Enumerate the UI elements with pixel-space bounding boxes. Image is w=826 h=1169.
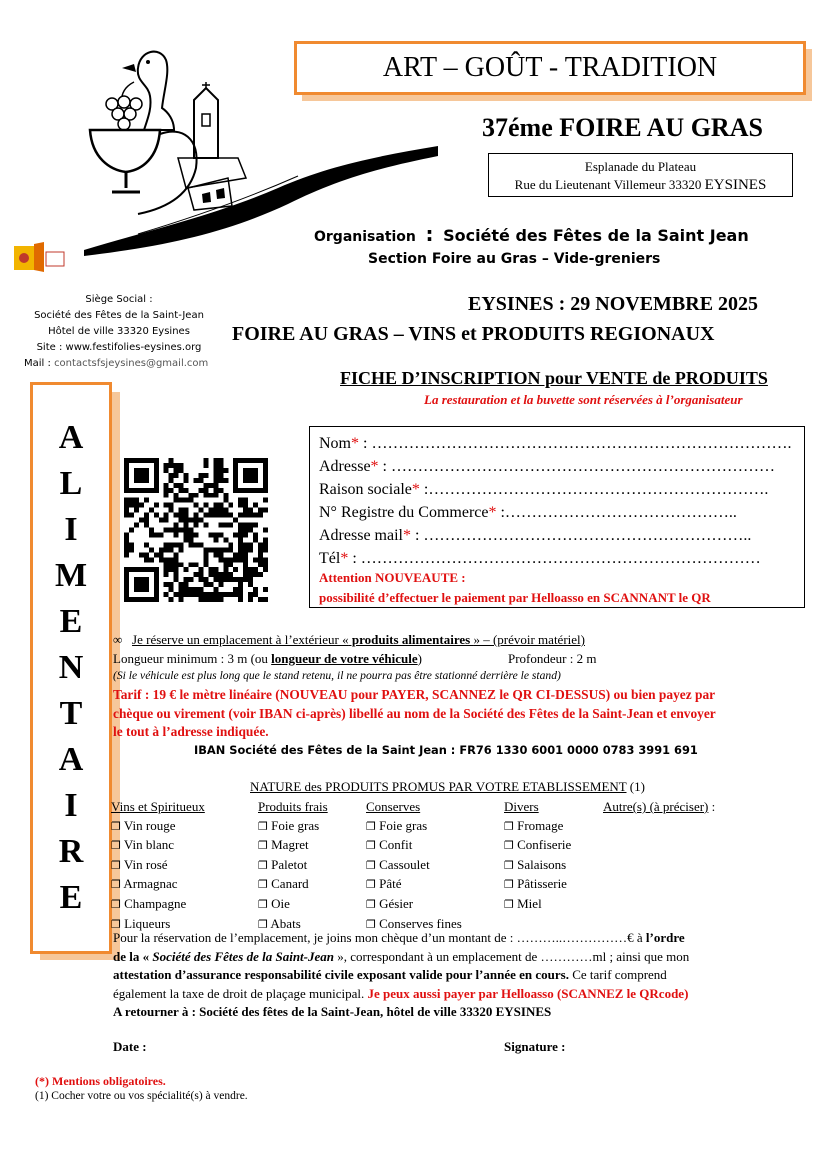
field-label: Adresse mail	[319, 527, 403, 544]
reservation-line2	[113, 949, 689, 965]
product-label: Foie gras	[379, 817, 428, 833]
product-checkbox-item[interactable]	[111, 836, 205, 856]
alimentaire-letter: E	[59, 603, 83, 640]
product-label: Vin rosé	[123, 856, 168, 872]
organisation-line	[314, 222, 749, 246]
checkbox-icon[interactable]: ❐	[111, 839, 121, 853]
field-tel[interactable]	[319, 550, 761, 568]
required-star: *	[340, 550, 349, 567]
category-header-text: Autre(s) (à préciser)	[603, 799, 709, 814]
product-label: Pâté	[379, 876, 402, 892]
product-checkbox-item[interactable]	[111, 856, 205, 876]
field-raison-sociale[interactable]	[319, 481, 768, 499]
category-header-text: Conserves	[366, 799, 421, 814]
date-label[interactable]: Date :	[113, 1039, 147, 1054]
product-label: Pâtisserie	[517, 876, 567, 892]
fiche-title: FICHE D’INSCRIPTION pour VENTE de PRODUITS	[340, 368, 768, 388]
field-label: N° Registre du Commerce	[319, 504, 489, 521]
longueur-post: )	[417, 651, 422, 666]
product-checkbox-item[interactable]	[504, 817, 571, 837]
product-label: Salaisons	[517, 856, 567, 872]
nature-heading: NATURE des PRODUITS PROMUS PAR VOTRE ETABLISSEMENT	[250, 779, 627, 794]
reservation-text: Pour la réservation de l’emplacement, je joins mon chèque d’un montant de : ………..……………€ à	[113, 930, 646, 945]
banner-title	[294, 41, 806, 95]
category-header-text: Divers	[504, 799, 539, 814]
alimentaire-letter: R	[58, 833, 84, 870]
site-label: Site :	[36, 342, 63, 353]
product-label: Armagnac	[123, 876, 178, 892]
reservation-text: également la taxe de droit de plaçage municipal.	[113, 986, 368, 1001]
product-label: Canard	[271, 876, 309, 892]
reservation-ordre: l’ordre	[645, 930, 685, 945]
field-dots: : ………………………………………………………………	[378, 458, 775, 475]
category-header	[111, 798, 205, 817]
field-adresse[interactable]	[319, 458, 775, 476]
reservation-society: Société des Fêtes de la Saint-Jean	[152, 949, 334, 964]
reservation-line1	[113, 930, 685, 946]
product-label: Gésier	[379, 895, 414, 911]
checkbox-icon[interactable]: ❐	[258, 897, 268, 911]
reserve-post: » – (prévoir matériel)	[473, 632, 585, 647]
product-checkbox-item[interactable]	[258, 856, 328, 876]
product-checkbox-item[interactable]	[366, 895, 462, 915]
tarif-line1: Tarif : 19 € le mètre linéaire (NOUVEAU pour PAYER, SCANNEZ le QR CI-DESSUS) ou bien payez par	[113, 687, 716, 702]
iban: IBAN Société des Fêtes de la Saint Jean : FR76 1330 6001 0000 0783 3991 691	[194, 743, 698, 757]
checkbox-icon[interactable]: ❐	[111, 858, 121, 872]
product-label: Confit	[379, 837, 413, 853]
mail-label: Mail :	[24, 358, 51, 369]
event-title: 37éme FOIRE AU GRAS	[482, 113, 763, 142]
product-checkbox-item[interactable]	[504, 856, 571, 876]
category-autres	[603, 798, 715, 817]
category-header-text: Vins et Spiritueux	[111, 799, 205, 814]
product-label: Magret	[271, 837, 309, 853]
product-label: Champagne	[124, 895, 187, 911]
required-star: *	[402, 527, 411, 544]
required-star: *	[488, 504, 497, 521]
attention-notice: Attention NOUVEAUTE :	[319, 570, 466, 585]
checkbox-icon[interactable]: ❐	[366, 839, 376, 853]
siege-social	[24, 292, 214, 372]
product-checkbox-item[interactable]	[258, 836, 328, 856]
date-line: EYSINES : 29 NOVEMBRE 2025	[468, 293, 759, 315]
helloasso-notice: possibilité d’effectuer le paiement par Helloasso en SCANNANT le QR	[319, 590, 711, 605]
alimentaire-letter: N	[58, 649, 84, 686]
field-label: Tél	[319, 550, 341, 567]
product-checkbox-item[interactable]	[504, 895, 571, 915]
mail-link[interactable]: contactsfsjeysines@gmail.com	[54, 358, 209, 369]
nature-note: (1)	[626, 779, 645, 794]
footnote-cocher: (1) Cocher votre ou vos spécialité(s) à vendre.	[35, 1090, 248, 1102]
subtitle: FOIRE AU GRAS – VINS et PRODUITS REGIONAUX	[232, 323, 715, 345]
checkbox-icon[interactable]: ❐	[258, 917, 268, 931]
reservation-line3	[113, 967, 667, 983]
bullet-icon: ∞	[113, 632, 123, 647]
restauration-note: La restauration et la buvette sont réservées à l’organisateur	[424, 392, 743, 407]
field-dots: :……………………………………..	[496, 504, 737, 521]
checkbox-icon[interactable]: ❐	[258, 819, 268, 833]
field-label: Raison sociale	[319, 481, 412, 498]
category-vins	[111, 798, 205, 934]
alimentaire-letter: E	[59, 879, 83, 916]
qr-code-icon[interactable]	[124, 458, 268, 602]
checkbox-icon[interactable]: ❐	[504, 819, 514, 833]
mentions-obligatoires: (*) Mentions obligatoires.	[35, 1074, 166, 1088]
checkbox-icon[interactable]: ❐	[366, 858, 376, 872]
field-dots: :……………………………………………………….	[419, 481, 769, 498]
checkbox-icon[interactable]: ❐	[366, 917, 376, 931]
checkbox-icon[interactable]: ❐	[111, 819, 121, 833]
nature-title	[250, 779, 645, 795]
product-label: Oie	[271, 895, 290, 911]
product-checkbox-item[interactable]	[111, 895, 205, 915]
alimentaire-letter: T	[59, 695, 83, 732]
category-produits-frais	[258, 798, 328, 934]
signature-label[interactable]: Signature :	[504, 1039, 566, 1054]
reservation-line4	[113, 986, 688, 1002]
product-checkbox-item[interactable]	[111, 875, 205, 895]
longueur-bold: longueur de votre véhicule	[271, 651, 418, 666]
category-header	[366, 798, 462, 817]
product-checkbox-item[interactable]	[258, 895, 328, 915]
siege-line1: Société des Fêtes de la Saint-Jean	[34, 310, 204, 321]
category-header	[603, 798, 715, 817]
checkbox-icon[interactable]: ❐	[504, 858, 514, 872]
alimentaire-letter: M	[54, 557, 88, 594]
checkbox-icon[interactable]: ❐	[504, 839, 514, 853]
reservation-text: », correspondant à un emplacement de …………ml ; ainsi que mon	[334, 949, 690, 964]
siege-title: Siège Social :	[85, 294, 153, 305]
product-label: Foie gras	[271, 817, 320, 833]
product-checkbox-item[interactable]	[258, 875, 328, 895]
address-line2: Rue du Lieutenant Villemeur 33320	[514, 177, 702, 192]
field-label: Adresse	[319, 458, 371, 475]
checkbox-icon[interactable]: ❐	[258, 878, 268, 892]
product-label: Paletot	[271, 856, 308, 872]
longueur-pre: Longueur minimum : 3 m (ou	[113, 651, 272, 666]
category-header-suffix: :	[708, 799, 716, 814]
section-line: Section Foire au Gras – Vide-greniers	[368, 251, 661, 267]
field-nom[interactable]	[319, 435, 791, 453]
checkbox-icon[interactable]: ❐	[111, 917, 121, 931]
product-label: Abats	[270, 915, 301, 931]
required-star: *	[351, 435, 359, 452]
organisation-label: Organisation	[314, 229, 416, 245]
banner-text: ART – GOÛT - TRADITION	[382, 52, 718, 83]
registration-form	[309, 426, 805, 608]
product-checkbox-item[interactable]	[504, 875, 571, 895]
reserve-line[interactable]	[113, 632, 585, 648]
product-label: Conserves fines	[379, 915, 462, 931]
category-header	[504, 798, 571, 817]
checkbox-icon[interactable]: ❐	[366, 819, 376, 833]
checkbox-icon[interactable]: ❐	[504, 897, 514, 911]
field-label: Nom	[319, 435, 351, 452]
reservation-attestation: attestation d’assurance responsabilité civile exposant valide pour l’année en cours.	[113, 967, 569, 982]
product-checkbox-item[interactable]	[366, 836, 462, 856]
alimentaire-letter: A	[58, 419, 84, 456]
tarif-line3: le tout à l’adresse indiquée.	[113, 724, 269, 739]
field-dots: : ……………………………………………………..	[410, 527, 752, 544]
siege-line2: Hôtel de ville 33320 Eysines	[48, 326, 190, 337]
category-divers	[504, 798, 571, 915]
alimentaire-letter: I	[64, 787, 78, 824]
address-box	[488, 153, 793, 197]
reservation-text: Ce tarif comprend	[568, 967, 667, 982]
category-header	[258, 798, 328, 817]
field-registre-commerce[interactable]	[319, 504, 737, 522]
product-label: Vin blanc	[123, 837, 175, 853]
field-dots: : …………………………………………………………………	[348, 550, 761, 567]
organisation-name: Société des Fêtes de la Saint Jean	[443, 226, 749, 245]
product-checkbox-item[interactable]	[258, 817, 328, 837]
address-line1: Esplanade du Plateau	[584, 159, 697, 174]
vehicule-note: (Si le véhicule est plus long que le stand retenu, il ne pourra pas être stationné derrière le stand)	[113, 669, 561, 682]
product-label: Liqueurs	[124, 915, 171, 931]
alimentaire-letter: L	[59, 465, 83, 502]
organisation-colon: :	[425, 222, 434, 246]
category-header-text: Produits frais	[258, 799, 328, 814]
retour-adresse: A retourner à : Société des fêtes de la Saint-Jean, hôtel de ville 33320 EYSINES	[113, 1004, 552, 1019]
product-checkbox-item[interactable]	[366, 817, 462, 837]
product-label: Confiserie	[517, 837, 572, 853]
checkbox-icon[interactable]: ❐	[258, 858, 268, 872]
profondeur: Profondeur : 2 m	[508, 651, 597, 666]
reserve-pre: Je réserve un emplacement à l’extérieur «	[132, 632, 349, 647]
tarif-line2: chèque ou virement (voir IBAN ci-après) libellé au nom de la Société des Fêtes de la Saint-Jean et envoyer	[113, 706, 716, 721]
product-label: Vin rouge	[123, 817, 176, 833]
site-link[interactable]: www.festifolies-eysines.org	[65, 342, 202, 353]
alimentaire-box	[30, 382, 112, 954]
field-mail[interactable]	[319, 527, 751, 545]
address-city: EYSINES	[704, 177, 767, 193]
product-label: Cassoulet	[379, 856, 430, 872]
checkbox-icon[interactable]: ❐	[366, 897, 376, 911]
product-checkbox-item[interactable]	[504, 836, 571, 856]
checkbox-icon[interactable]: ❐	[111, 878, 121, 892]
reservation-text: de la «	[113, 949, 153, 964]
checkbox-icon[interactable]: ❐	[111, 897, 121, 911]
required-star: *	[411, 481, 420, 498]
checkbox-icon[interactable]: ❐	[258, 839, 268, 853]
product-label: Fromage	[517, 817, 564, 833]
field-dots: : …………………………………………………………………….	[359, 435, 792, 452]
product-label: Miel	[517, 895, 542, 911]
alimentaire-letter: A	[58, 741, 84, 778]
checkbox-icon[interactable]: ❐	[504, 878, 514, 892]
product-checkbox-item[interactable]	[111, 817, 205, 837]
category-conserves	[366, 798, 462, 934]
reserve-bold: produits alimentaires	[348, 632, 474, 647]
checkbox-icon[interactable]: ❐	[366, 878, 376, 892]
fetes-logo	[12, 238, 68, 278]
alimentaire-letter: I	[64, 511, 78, 548]
helloasso-note: Je peux aussi payer par Helloasso (SCANNEZ le QRcode)	[367, 986, 689, 1001]
required-star: *	[370, 458, 379, 475]
longueur-line	[113, 651, 422, 667]
product-checkbox-item[interactable]	[366, 856, 462, 876]
product-checkbox-item[interactable]	[366, 875, 462, 895]
